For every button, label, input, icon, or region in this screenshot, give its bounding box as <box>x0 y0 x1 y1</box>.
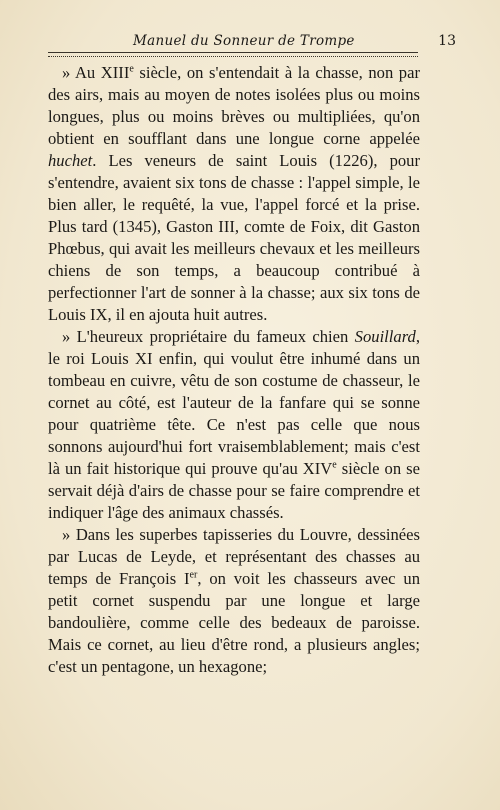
paragraph-2: » L'heureux propriétaire du fameux chien Souillard, le roi Louis XI enfin, qui voulut être inhumé dans un tombeau en cuivre, vêtu de son costume de chasseur, le cornet au côté, est l'auteur de la fanfare qui se sonne pour quatrième tête. Ce n'est pas celle que nous sonnons aujourd'hui fort vraisemblablement; mais c'est là un fait historique qui prouve qu'au XIVe siècle on se servait déjà d'airs de chasse pour se faire comprendre et indiquer l'âge des animaux chassés. <box>48 327 420 522</box>
paragraph-3: » Dans les superbes tapisseries du Louvre, dessinées par Lucas de Leyde, et représentant des chasses au temps de François Ier, on voit les chasseurs avec un petit cornet suspendu par une longue et large bandoulière, comme celle des bedeaux de paroisse. Mais ce cornet, au lieu d'être rond, a plusieurs angles; c'est un pentagone, un hexagone; <box>48 525 420 676</box>
header-rule <box>48 52 418 57</box>
running-title: Manuel du Sonneur de Trompe <box>133 33 355 49</box>
paragraph-1: » Au XIIIe siècle, on s'entendait à la chasse, non par des airs, mais au moyen de notes isolées plus ou moins longues, plus ou moins brèves ou multipliées, qu'on obtient en soufflant dans une longue corne appelée huchet. Les veneurs de saint Louis (1226), pour s'entendre, avaient six tons de chasse : l'appel simple, le bien aller, le requêté, la vue, l'appel forcé et la prise. Plus tard (1345), Gaston III, comte de Foix, dit Gaston Phœbus, qui avait les meilleurs chevaux et les meilleurs chiens de son temps, a beaucoup contribué à perfectionner l'art de sonner à la chasse; aux six tons de Louis IX, il en ajouta huit autres. <box>48 63 420 324</box>
page-header <box>48 33 464 53</box>
body-text <box>48 62 420 678</box>
page-number: 13 <box>438 33 456 49</box>
